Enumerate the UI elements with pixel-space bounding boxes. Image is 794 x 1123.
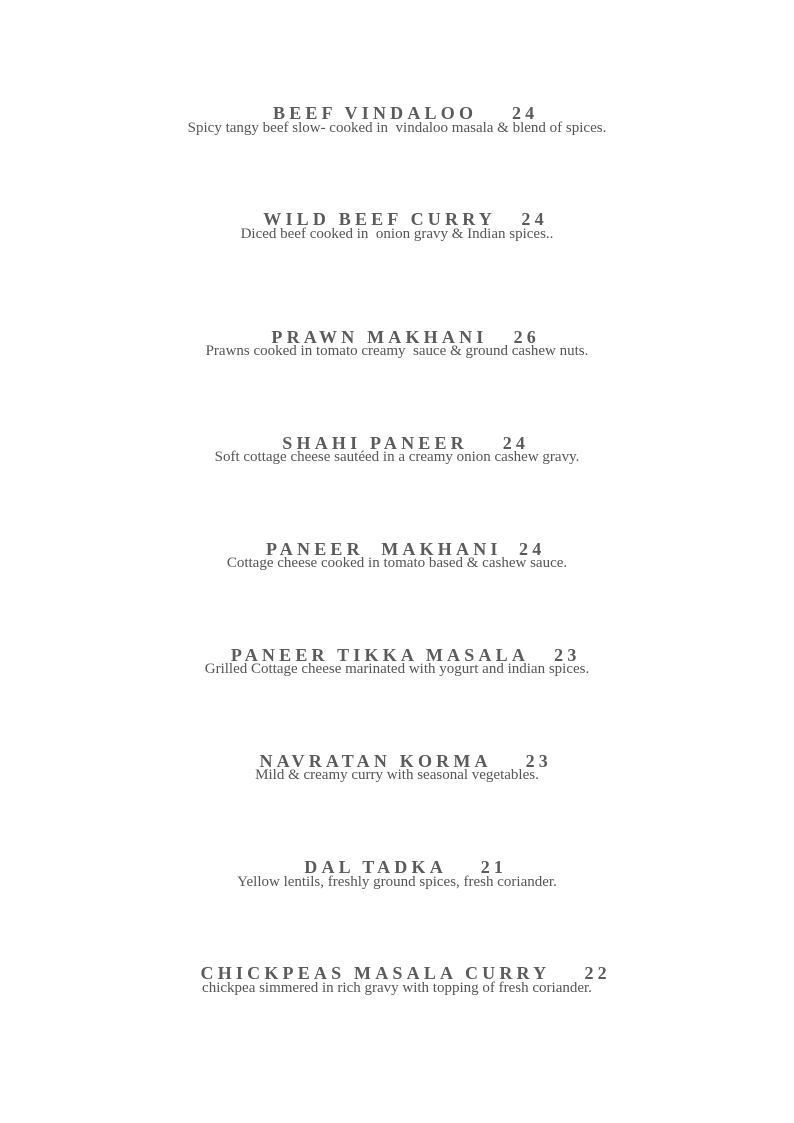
- dish-description: Grilled Cottage cheese marinated with yogurt and indian spices.: [204, 661, 590, 677]
- dish-price: 22: [584, 963, 611, 983]
- dish-name: PANEER MAKHANI: [265, 539, 502, 559]
- dish-description: Diced beef cooked in onion gravy & Indian spices..: [240, 226, 554, 242]
- dish-description: Yellow lentils, freshly ground spices, fresh coriander.: [237, 874, 557, 890]
- dish-price: 21: [480, 857, 508, 877]
- dish-name: NAVRATAN KORMA: [259, 751, 491, 771]
- dish-price: 24: [502, 433, 530, 453]
- dish-price: 26: [513, 327, 540, 347]
- dish-name: BEEF VINDALOO: [273, 103, 478, 123]
- dish-name: CHICKPEAS MASALA CURRY: [200, 963, 550, 983]
- dish-price: 23: [554, 645, 581, 665]
- dish-price: 23: [525, 751, 552, 771]
- dish-name: DAL TADKA: [304, 857, 446, 877]
- dish-description: Cottage cheese cooked in tomato based & cashew sauce.: [226, 555, 568, 571]
- dish-description: Spicy tangy beef slow- cooked in vindaloo masala & blend of spices.: [187, 120, 607, 136]
- dish-name: WILD BEEF CURRY: [263, 209, 496, 229]
- dish-description: Soft cottage cheese sautéed in a creamy onion cashew gravy.: [214, 449, 580, 465]
- dish-price: 24: [511, 103, 539, 123]
- dish-description: chickpea simmered in rich gravy with topping of fresh coriander.: [202, 980, 592, 996]
- dish-description: Prawns cooked in tomato creamy sauce & ground cashew nuts.: [205, 343, 589, 359]
- dish-name: PRAWN MAKHANI: [271, 327, 488, 347]
- dish-price: 24: [521, 209, 548, 229]
- dish-price: 24: [519, 539, 546, 559]
- dish-description: Mild & creamy curry with seasonal vegetables.: [255, 767, 539, 783]
- dish-name: SHAHI PANEER: [282, 433, 468, 453]
- dish-name: PANEER TIKKA MASALA: [230, 645, 529, 665]
